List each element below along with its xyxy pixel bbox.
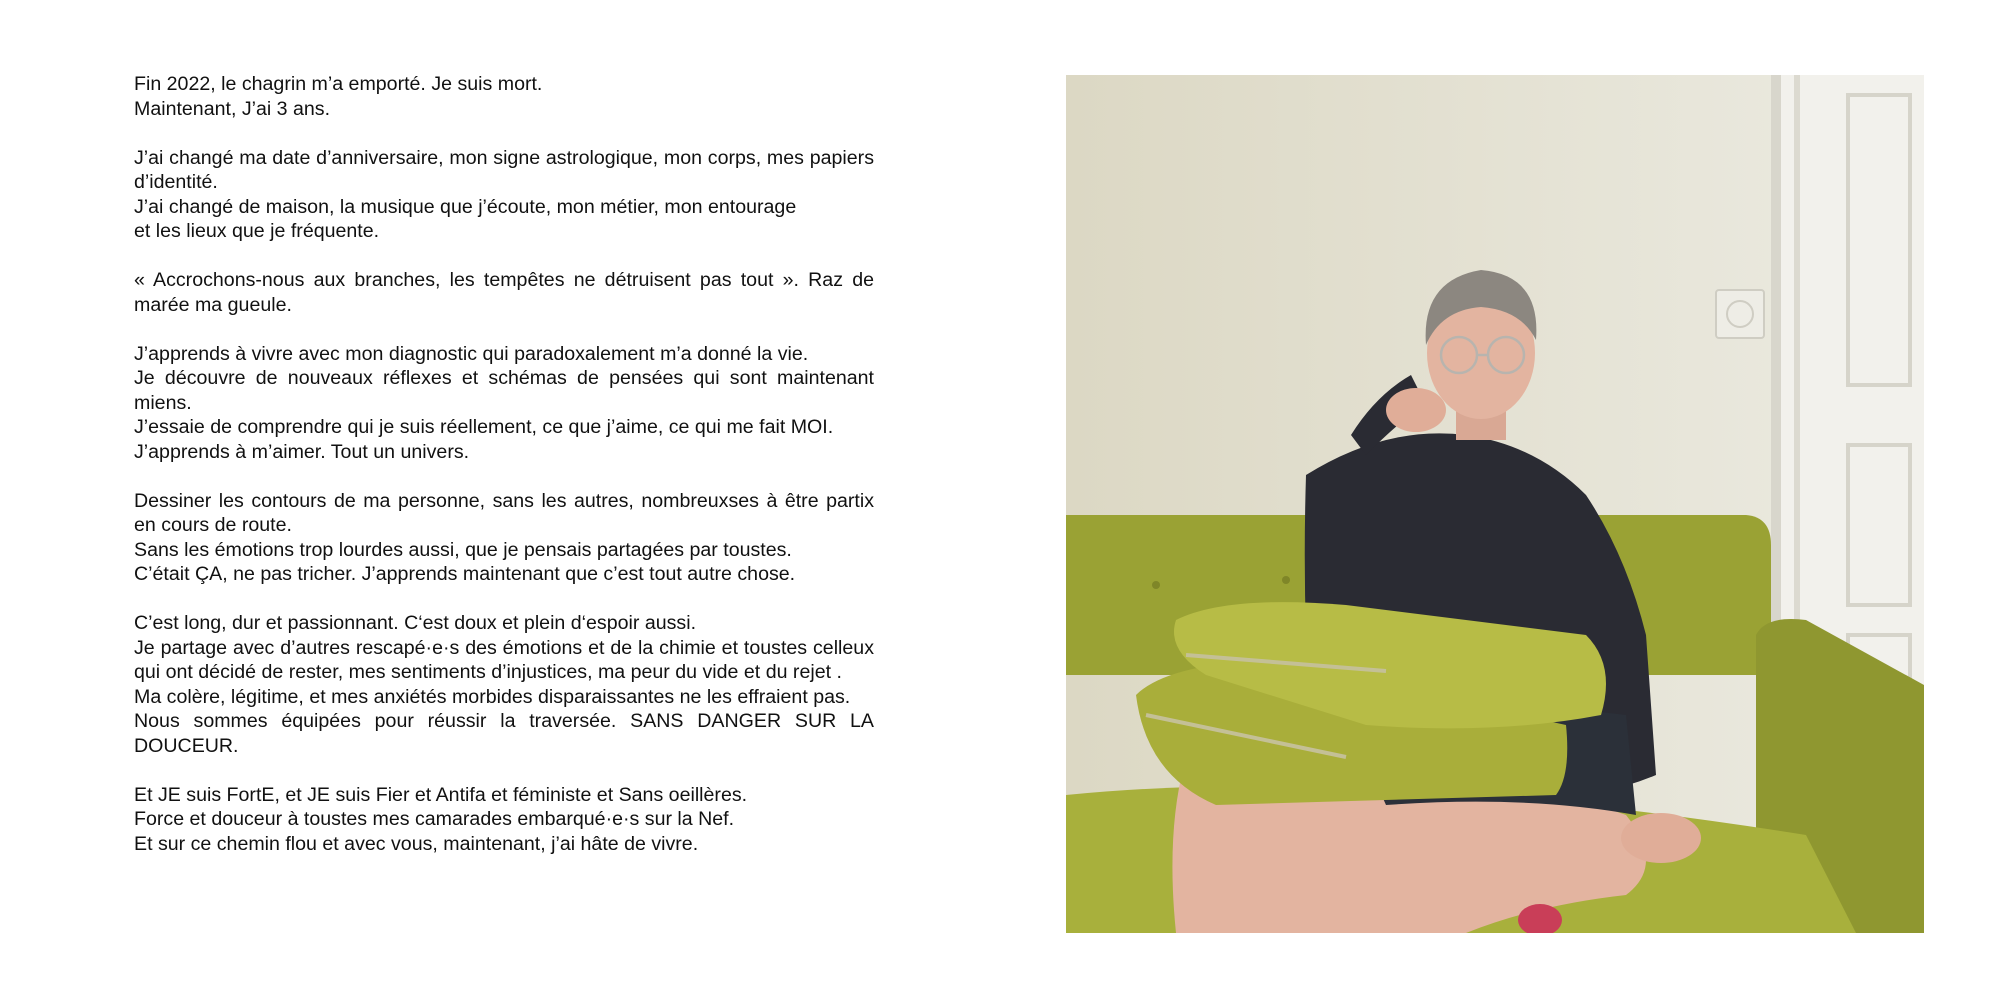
paragraph	[134, 268, 874, 317]
text-line: Et JE suis FortE, et JE suis Fier et Antifa et féministe et Sans oeillères.	[134, 783, 748, 806]
text-line: Dessiner les contours de ma personne, sans les autres, nombreuxses à être partix en cours de route.	[134, 489, 874, 536]
paragraph	[134, 342, 874, 465]
text-line: J’ai changé ma date d’anniversaire, mon signe astrologique, mon corps, mes papiers d’identité.	[134, 146, 874, 193]
text-line: Fin 2022, le chagrin m’a emporté. Je suis mort.	[134, 73, 543, 95]
paragraph	[134, 146, 874, 244]
sofa-tuft	[1152, 581, 1160, 589]
portrait-photo	[1066, 75, 1924, 933]
paragraph	[134, 489, 874, 587]
paragraph	[134, 72, 874, 121]
text-line: J’essaie de comprendre qui je suis réellement, ce que j’aime, ce qui me fait MOI.	[134, 416, 834, 438]
text-line: J’apprends à m’aimer. Tout un univers.	[134, 440, 470, 463]
sofa-tuft	[1282, 576, 1290, 584]
hand-knee	[1621, 813, 1701, 863]
text-line: Je partage avec d’autres rescapé·e·s des émotions et de la chimie et toustes celleux qui ont décidé de rester, mes sentiments d’injustices, ma peur du vide et du rejet .	[134, 636, 874, 683]
text-line: Et sur ce chemin flou et avec vous, maintenant, j’ai hâte de vivre.	[134, 832, 699, 855]
text-line: « Accrochons-nous aux branches, les tempêtes ne détruisent pas tout ». Raz de marée ma gueule.	[134, 269, 874, 316]
text-line: Maintenant, J’ai 3 ans.	[134, 97, 331, 120]
light-switch	[1716, 290, 1764, 338]
text-line: C’était ÇA, ne pas tricher. J’apprends maintenant que c’est tout autre chose.	[134, 563, 796, 585]
text-line: Ma colère, légitime, et mes anxiétés morbides disparaissantes ne les effraient pas.	[134, 685, 851, 708]
text-line: Je découvre de nouveaux réflexes et schémas de pensées qui sont maintenant miens.	[134, 367, 874, 414]
poem-text	[134, 72, 874, 881]
text-line: et les lieux que je fréquente.	[134, 220, 380, 242]
paragraph	[134, 783, 874, 857]
text-line: Force et douceur à toustes mes camarades embarqué·e·s sur la Nef.	[134, 808, 735, 830]
paragraph	[134, 611, 874, 758]
text-line: Sans les émotions trop lourdes aussi, que je pensais partagées par toustes.	[134, 538, 792, 561]
text-line: Nous sommes équipées pour réussir la traversée. SANS DANGER SUR LA DOUCEUR.	[134, 710, 874, 757]
text-line: J’apprends à vivre avec mon diagnostic qui paradoxalement m’a donné la vie.	[134, 342, 809, 365]
hand-cheek	[1386, 388, 1446, 432]
text-line: C’est long, dur et passionnant. C‘est doux et plein d‘espoir aussi.	[134, 612, 697, 634]
portrait-illustration	[1066, 75, 1924, 933]
text-line: J’ai changé de maison, la musique que j’écoute, mon métier, mon entourage	[134, 195, 797, 218]
